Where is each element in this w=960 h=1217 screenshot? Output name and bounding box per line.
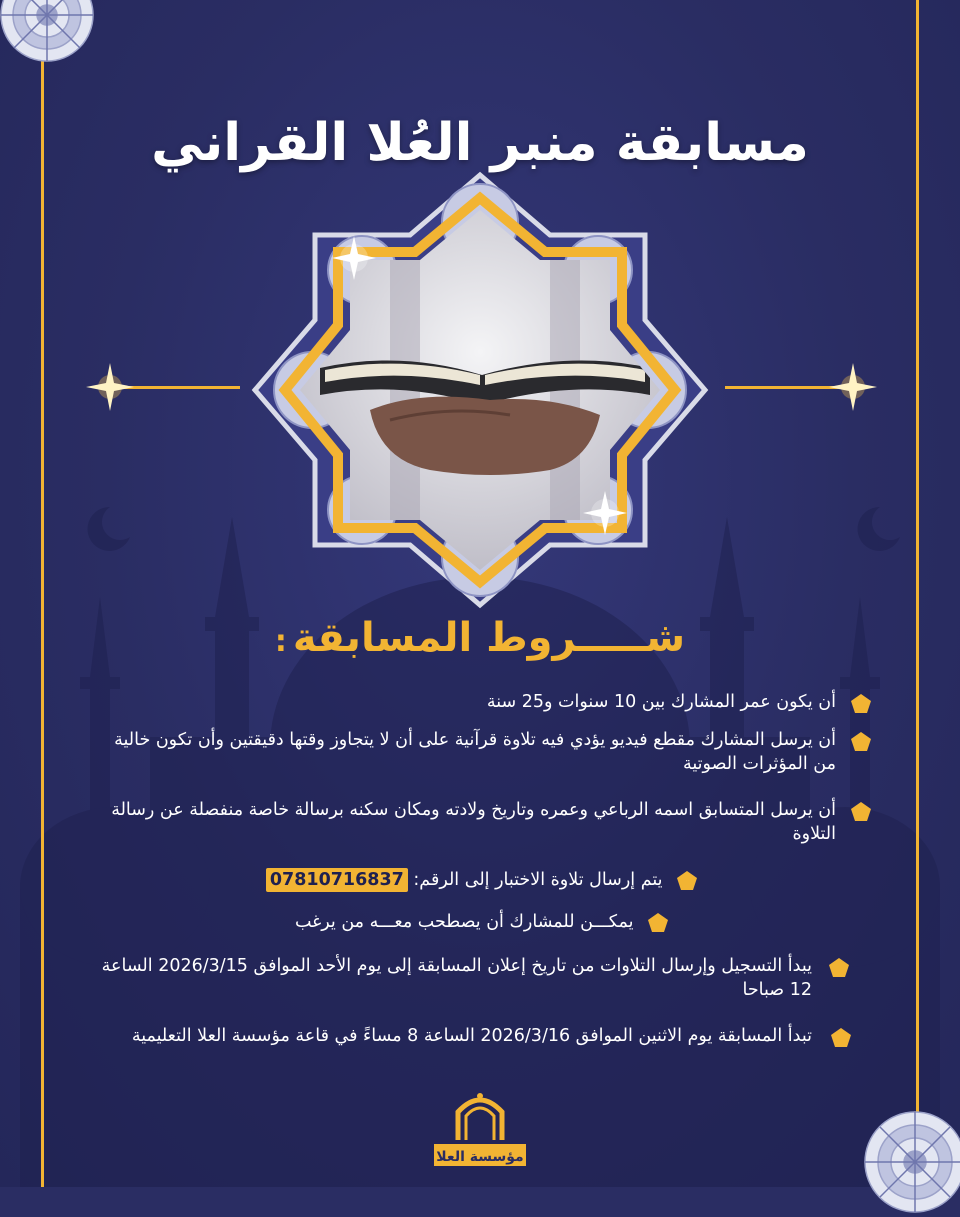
- frame-line-right: [916, 0, 919, 1187]
- condition-item: [92, 690, 872, 714]
- condition-text: يتم إرسال تلاوة الاختبار إلى الرقم:: [413, 870, 663, 890]
- page-title: مسابقة منبر العُلا القراني: [151, 112, 809, 173]
- condition-text: أن يرسل المتسابق اسمه الرباعي وعمره وتاريخ ولادته ومكان سكنه برسالة خاصة منفصلة عن رسالة التلاوة: [111, 800, 836, 844]
- frame-line-left: [41, 0, 44, 1187]
- condition-text: تبدأ المسابقة يوم الاثنين الموافق 2026/3/16 الساعة 8 مساءً في قاعة مؤسسة العلا التعليمية: [131, 1026, 812, 1046]
- condition-item: [92, 868, 872, 892]
- pentagon-bullet-icon: [850, 693, 872, 714]
- sparkle-icon: [85, 362, 135, 412]
- pentagon-bullet-icon: [850, 801, 872, 822]
- condition-item: [92, 1024, 872, 1048]
- condition-item: [92, 728, 872, 776]
- pentagon-bullet-icon: [676, 870, 698, 891]
- condition-text: أن يكون عمر المشارك بين 10 سنوات و25 سنة: [486, 692, 836, 712]
- condition-text: يبدأ التسجيل وإرسال التلاوات من تاريخ إعلان المسابقة إلى يوم الأحد الموافق 2026/3/15 الساعة 12 صباحا: [101, 956, 812, 1000]
- section-heading-text: شـــــروط المسابقة: [292, 615, 686, 661]
- pentagon-bullet-icon: [647, 912, 669, 933]
- phone-number[interactable]: 07810716837: [266, 868, 408, 892]
- quran-medallion: [250, 170, 710, 610]
- section-heading: [0, 615, 960, 661]
- section-heading-colon: :: [274, 624, 287, 659]
- condition-item: [92, 954, 872, 1002]
- pentagon-bullet-icon: [830, 1027, 852, 1048]
- condition-text: أن يرسل المشارك مقطع فيديو يؤدي فيه تلاوة قرآنية على أن لا يتجاوز وقتها دقيقتين وأن تكون خالية من المؤثرات الصوتية: [114, 730, 836, 774]
- pentagon-bullet-icon: [828, 957, 850, 978]
- logo-text: مؤسسة العلا: [436, 1149, 524, 1165]
- conditions-list: [92, 690, 872, 1062]
- condition-text: يمكـــن للمشارك أن يصطحب معـــه من يرغب: [294, 912, 634, 932]
- pentagon-bullet-icon: [850, 731, 872, 752]
- condition-item: [92, 910, 872, 934]
- mandala-ornament-icon: [855, 1107, 960, 1217]
- mandala-ornament-icon: [0, 0, 120, 65]
- sparkle-icon: [828, 362, 878, 412]
- condition-item: [92, 798, 872, 846]
- organization-logo: [428, 1090, 532, 1170]
